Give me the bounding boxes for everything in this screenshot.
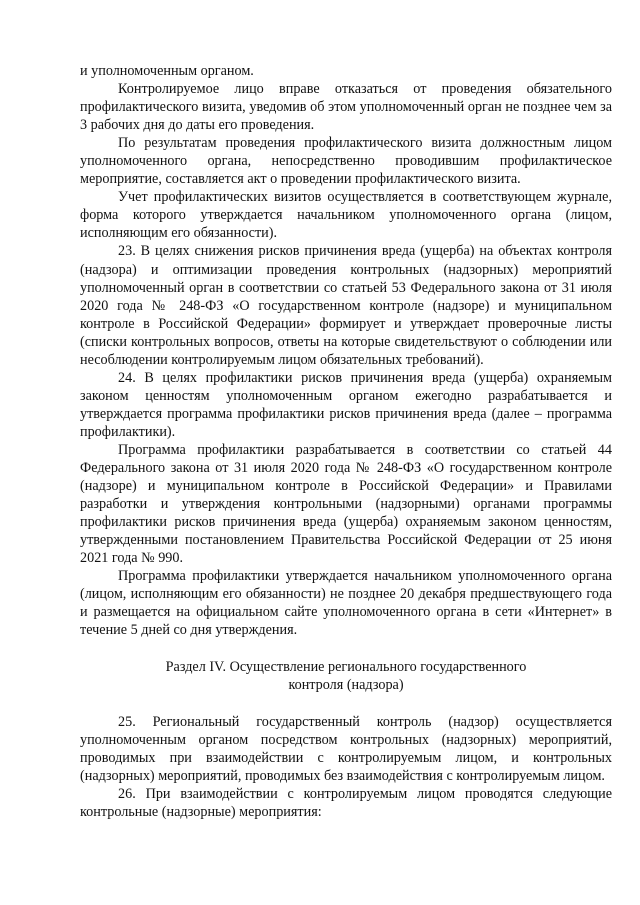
paragraph-item-23: 23. В целях снижения рисков причинения вреда (ущерба) на объектах контроля (надзора) и оптимизации проведения контрольных (надзорных) мероприятий уполномоченный орган в соответствии со статьей 53 Федерального закона от 31 июля 2020 года № 248-ФЗ «О государственном контроле (надзоре) и муниципальном контроле в Российской Федерации» формирует и утверждает проверочные листы (списки контрольных вопросов, ответы на которые свидетельствуют о соблюдении или несоблюдении контролируемым лицом обязательных требований). bbox=[80, 243, 612, 368]
document-page bbox=[80, 62, 612, 821]
paragraph-program-development: Программа профилактики разрабатывается в соответствии со статьей 44 Федерального закона от 31 июля 2020 года № 248-ФЗ «О государственном контроле (надзоре) и муниципальном контроле в Российской Федерации» и Правилами разработки и утверждения контрольными (надзорными) органами программы профилактики рисков причинения вреда (ущерба) охраняемым законом ценностям, утвержденными постановлением Правительства Российской Федерации от 25 июня 2021 года № 990. bbox=[80, 441, 612, 567]
paragraph-visit-act: По результатам проведения профилактического визита должностным лицом уполномоченного органа, непосредственно проводившим профилактическое мероприятие, составляется акт о проведении профилактического визита. bbox=[80, 135, 612, 188]
paragraph-item-26: 26. При взаимодействии с контролируемым лицом проводятся следующие контрольные (надзорные) мероприятия: bbox=[80, 785, 612, 820]
paragraph-continuation: и уполномоченным органом. bbox=[80, 63, 254, 79]
paragraph-refusal-of-visit: Контролируемое лицо вправе отказаться от проведения обязательного профилактического визита, уведомив об этом уполномоченный орган не позднее чем за 3 рабочих дня до даты его проведения. bbox=[80, 81, 612, 134]
paragraph-item-24: 24. В целях профилактики рисков причинения вреда (ущерба) охраняемым законом ценностям уполномоченным органом ежегодно разрабатывается и утверждается программа профилактики рисков причинения вреда (далее – программа профилактики). bbox=[80, 369, 612, 440]
section-heading-line-1: Раздел IV. Осуществление регионального государственного bbox=[165, 658, 527, 675]
section-heading bbox=[80, 658, 612, 695]
paragraph-program-approval: Программа профилактики утверждается начальником уполномоченного органа (лицом, исполняющим его обязанности) не позднее 20 декабря предшествующего года и размещается на официальном сайте уполномоченного органа в сети «Интернет» в течение 5 дней со дня утверждения. bbox=[80, 568, 612, 639]
paragraph-visit-journal: Учет профилактических визитов осуществляется в соответствующем журнале, форма которого утверждается начальником уполномоченного органа (лицом, исполняющим его обязанности). bbox=[80, 189, 612, 242]
paragraph-item-25: 25. Региональный государственный контроль (надзор) осуществляется уполномоченным органом посредством контрольных (надзорных) мероприятий, проводимых при взаимодействии с контролируемым лицом, и контрольных (надзорных) мероприятий, проводимых без взаимодействия с контролируемым лицом. bbox=[80, 713, 612, 784]
section-heading-line-2: контроля (надзора) bbox=[288, 677, 404, 693]
